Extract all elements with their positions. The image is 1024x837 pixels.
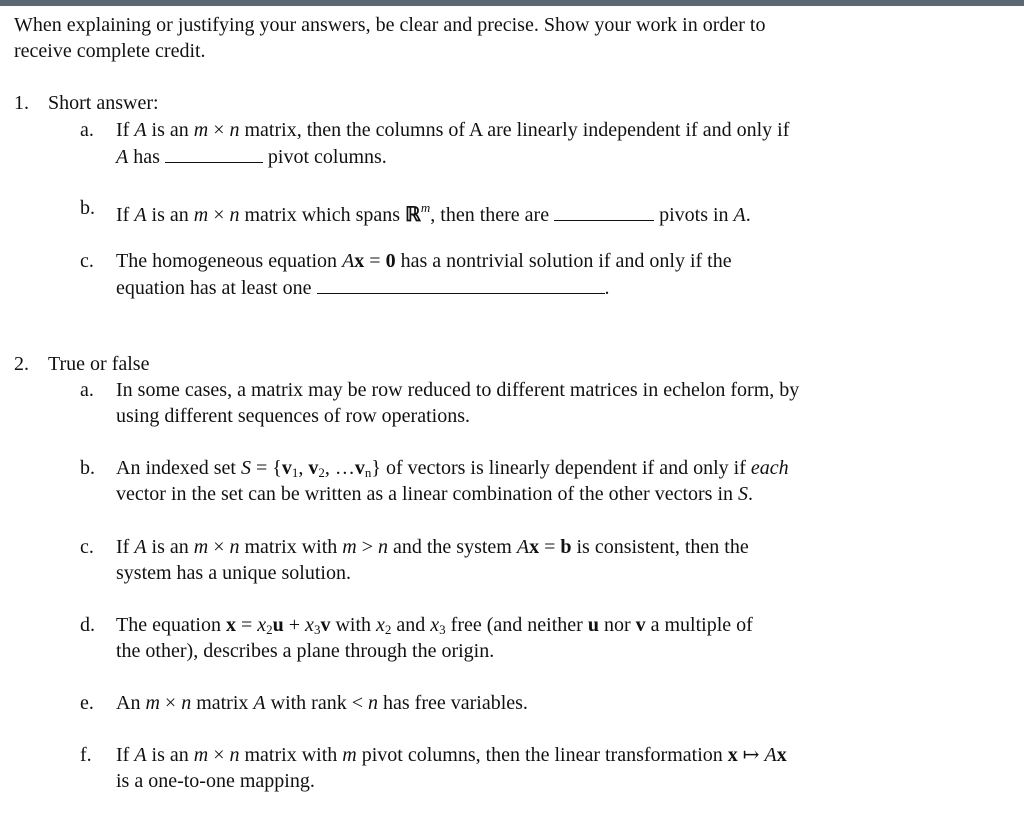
q1-number: 1. [14, 92, 29, 114]
q2b-label: b. [80, 457, 95, 479]
q2a-line-1: In some cases, a matrix may be row reduced to different matrices in echelon form, by [116, 379, 800, 401]
q2-number: 2. [14, 353, 29, 375]
q2c-line-1: If A is an m × n matrix with m > n and the system Ax = b is consistent, then the [116, 536, 749, 558]
q1b-line-1: If A is an m × n matrix which spans ℝ$^m$, then there are pivots in A. [116, 200, 751, 226]
intro-line-1: When explaining or justifying your answers, be clear and precise. Show your work in order to [14, 14, 766, 36]
top-border [0, 0, 1024, 6]
q2d-line-2: the other), describes a plane through the origin. [116, 640, 495, 662]
q1c-label: c. [80, 250, 94, 272]
q1a-line-1: If A is an m × n matrix, then the columns of A are linearly independent if and only if [116, 119, 790, 141]
q1a-line-2: A has pivot columns. [116, 146, 387, 168]
intro-line-2: receive complete credit. [14, 40, 206, 62]
q2e-line-1: An m × n matrix A with rank < n has free variables. [116, 692, 528, 714]
q2d-line-1: The equation $x = x_2u + x_3v$ with $x_2$ and $x_3$ free (and neither u nor v a multiple of [116, 614, 753, 637]
q1b-answer-blank[interactable] [554, 202, 654, 221]
q1c-line-1: The homogeneous equation Ax = 0 has a nontrivial solution if and only if the [116, 250, 732, 272]
q1b-label: b. [80, 197, 95, 219]
q1a-answer-blank[interactable] [165, 144, 263, 163]
q1c-answer-blank[interactable] [317, 275, 605, 294]
q2b-line-2: vector in the set can be written as a linear combination of the other vectors in S. [116, 483, 754, 505]
q2e-label: e. [80, 692, 94, 714]
q1-title: Short answer: [48, 92, 159, 114]
q2f-label: f. [80, 744, 92, 766]
q2c-line-2: system has a unique solution. [116, 562, 351, 584]
q2f-line-2: is a one-to-one mapping. [116, 770, 315, 792]
q2a-label: a. [80, 379, 94, 401]
q1c-line-2: equation has at least one . [116, 277, 610, 299]
q2d-label: d. [80, 614, 95, 636]
q2a-line-2: using different sequences of row operations. [116, 405, 470, 427]
q1a-label: a. [80, 119, 94, 141]
q2-title: True or false [48, 353, 150, 375]
q2b-line-1: An indexed set $S = \{v_1$, $v_2$, $\dots v_n$} of vectors is linearly dependent if and only if each [116, 457, 789, 480]
q2c-label: c. [80, 536, 94, 558]
q2f-line-1: If A is an m × n matrix with m pivot columns, then the linear transformation x ↦ Ax [116, 744, 787, 766]
